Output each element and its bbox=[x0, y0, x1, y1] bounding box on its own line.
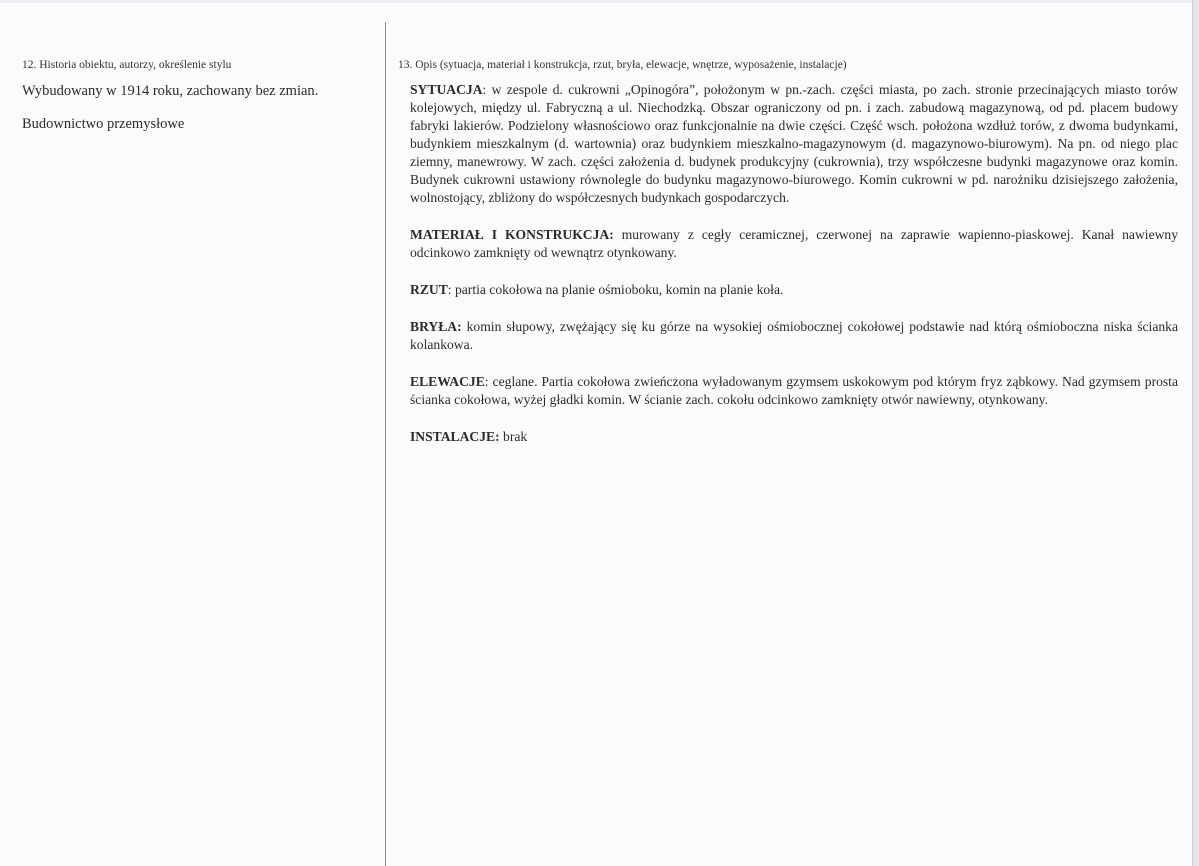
description-sections bbox=[398, 81, 1178, 446]
situation-text: : w zespole d. cukrowni „Opinogóra”, położonym w pn.-zach. części miasta, po zach. stronie przecinających miasto torów kolejowych, między ul. Fabryczną a ul. Niechodzką. Obszar ograniczony od pn. i zach. zabudową magazynową, od pd. placem budowy fabryki lakierów. Podzielony własnościowo oraz funkcjonalnie na dwie części. Część wsch. położona wzdłuż torów, z dwoma budynkami, budynkiem mieszkalnym (d. wartownia) oraz budynkiem mieszkalno-magazynowym (d. magazynowo-biurowym). Na pn. od niego plac ziemny, manewrowy. W zach. części założenia d. budynek produkcyjny (cukrownia), trzy współczesne budynki magazynowe oraz komin. Budynek cukrowni ustawiony równolegle do budynku magazynowo-biurowego. Komin cukrowni w pd. narożniku dzisiejszego założenia, wolnostojący, zbliżony do współczesnych budynkach gospodarczych. bbox=[410, 82, 1178, 205]
style-text: Budownictwo przemysłowe bbox=[22, 116, 185, 132]
history-text: Wybudowany w 1914 roku, zachowany bez zmian. bbox=[22, 83, 319, 99]
plan-label: RZUT bbox=[410, 282, 448, 297]
material-text: murowany z cegły ceramicznej, czerwonej na zaprawie wapienno-piaskowej. Kanał nawiewny odcinkowo zamknięty od wewnątrz otynkowany. bbox=[410, 227, 1179, 260]
body-label: BRYŁA: bbox=[410, 319, 462, 334]
page-right-edge bbox=[1192, 0, 1199, 866]
situation-section bbox=[410, 81, 1178, 207]
elevations-section bbox=[410, 373, 1178, 409]
installations-text: brak bbox=[499, 429, 528, 444]
elevations-label: ELEWACJE bbox=[410, 374, 485, 389]
body-section bbox=[410, 318, 1178, 354]
situation-label: SYTUACJA bbox=[410, 82, 483, 97]
history-field-title: 12. Historia obiektu, autorzy, określenie stylu bbox=[22, 59, 232, 71]
history-column bbox=[22, 58, 372, 148]
column-divider bbox=[385, 22, 386, 866]
description-column bbox=[398, 58, 1178, 465]
plan-text: : partia cokołowa na planie ośmioboku, komin na planie koła. bbox=[447, 282, 784, 297]
body-text: komin słupowy, zwężający się ku górze na wysokiej ośmiobocznej cokołowej podstawie nad którą ośmioboczna niska ścianka kolankowa. bbox=[410, 319, 1178, 352]
installations-label: INSTALACJE: bbox=[410, 429, 500, 444]
top-edge bbox=[0, 0, 1192, 3]
material-section bbox=[410, 226, 1178, 262]
installations-section bbox=[410, 428, 1178, 446]
plan-section bbox=[410, 281, 1178, 299]
description-field-title: 13. Opis (sytuacja, materiał i konstrukcja, rzut, bryła, elewacje, wnętrze, wyposażenie, instalacje) bbox=[398, 59, 847, 71]
elevations-text: : ceglane. Partia cokołowa zwieńczona wyładowanym gzymsem uskokowym pod którym fryz ząbkowy. Nad gzymsem prosta ścianka cokołowa, wyżej gładki komin. W ścianie zach. cokołu odcinkowo zamknięty otwór nawiewny, otynkowany. bbox=[410, 374, 1178, 407]
material-label: MATERIAŁ I KONSTRUKCJA: bbox=[410, 227, 614, 242]
